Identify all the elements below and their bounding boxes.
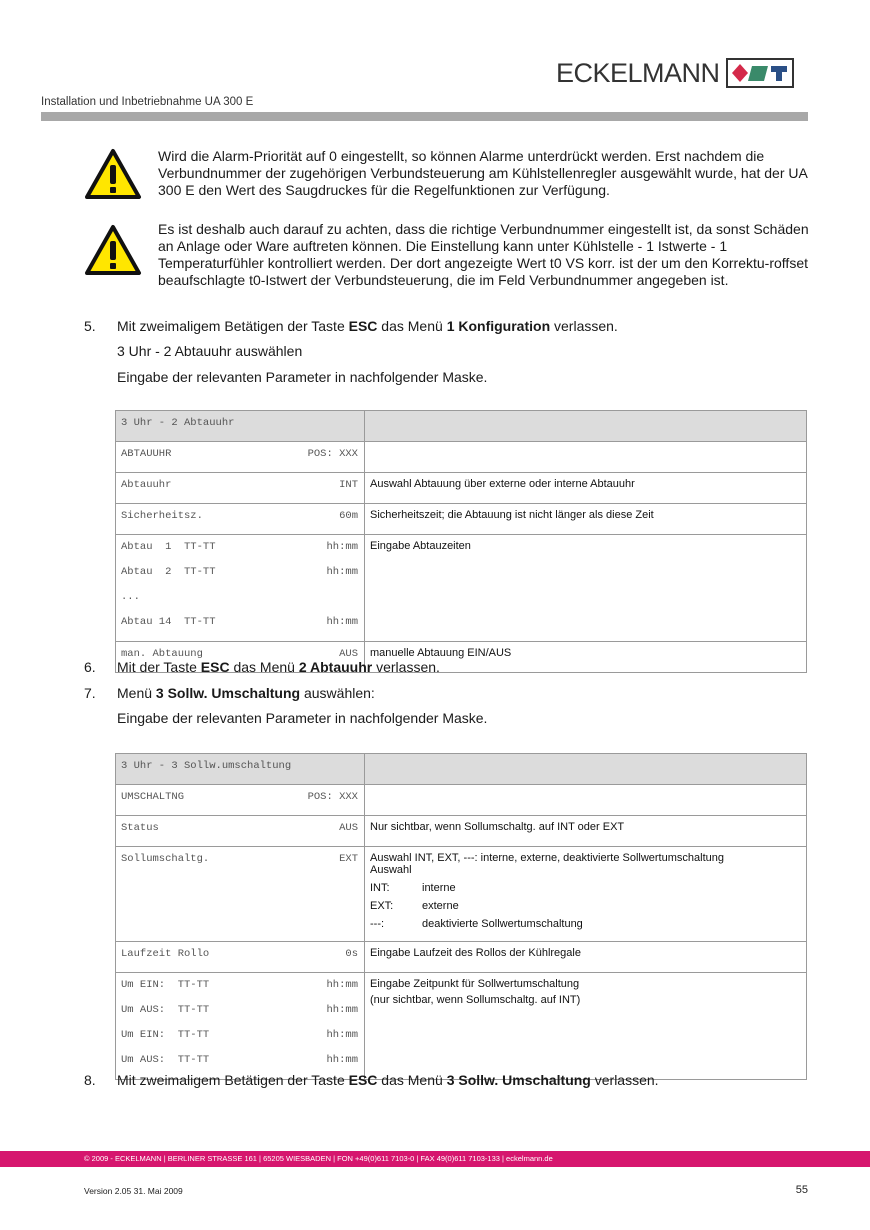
- step-7-line-2: Eingabe der relevanten Parameter in nachfolgender Maske.: [117, 710, 488, 726]
- table-row: Sicherheitsz. 60m: [116, 504, 365, 535]
- row-description: Sicherheitszeit; die Abtauung ist nicht länger als diese Zeit: [365, 504, 807, 535]
- page-number: 55: [795, 1184, 808, 1196]
- step-8-text: Mit zweimaligem Betätigen der Taste ESC das Menü 3 Sollw. Umschaltung verlassen.: [117, 1072, 659, 1088]
- table-row: Laufzeit Rollo 0s: [116, 942, 365, 973]
- table-row: Um EIN: TT-TT hh:mm Um AUS: TT-TT hh:mm Um EIN: TT-TT hh:mm Um AUS: TT-TT hh:mm: [116, 973, 365, 1080]
- eckelmann-logo: [556, 57, 794, 89]
- row-description: manuelle Abtauung EIN/AUS: [365, 642, 807, 673]
- version-info: Version 2.05 31. Mai 2009: [84, 1186, 183, 1196]
- table-row: Abtauuhr INT: [116, 473, 365, 504]
- table-title: 3 Uhr - 3 Sollw.umschaltung: [116, 754, 365, 785]
- table-row: man. Abtauung AUS: [116, 642, 365, 673]
- logo-marks-icon: [726, 58, 794, 88]
- step-6-text: Mit der Taste ESC das Menü 2 Abtauuhr verlassen.: [117, 659, 440, 675]
- table-title: 3 Uhr - 2 Abtauuhr: [116, 411, 365, 442]
- step-5-text: Mit zweimaligem Betätigen der Taste ESC das Menü 1 Konfiguration verlassen.: [117, 318, 618, 334]
- step-number: 7.: [84, 685, 96, 701]
- table-row: UMSCHALTNG POS: XXX: [116, 785, 365, 816]
- row-description: Eingabe Laufzeit des Rollos der Kühlregale: [365, 942, 807, 973]
- warning-icon: [84, 148, 144, 200]
- row-description: Eingabe Zeitpunkt für Sollwertumschaltung (nur sichtbar, wenn Sollumschaltg. auf INT): [365, 973, 807, 1080]
- footer-address: © 2009 - ECKELMANN | BERLINER STRASSE 161 | 65205 WIESBADEN | FON +49(0)611 7103-0 | FAX 49(0)611 7103-133 | eckelmann.de: [84, 1154, 553, 1163]
- table-row: Status AUS: [116, 816, 365, 847]
- row-description: Auswahl INT, EXT, ---: interne, externe, deaktivierte Sollwertumschaltung Auswahl INT: interne EXT: externe ---: deaktivierte Sollwertumschaltung: [365, 847, 807, 942]
- row-description: Eingabe Abtauzeiten: [365, 535, 807, 642]
- row-description: Nur sichtbar, wenn Sollumschaltg. auf INT oder EXT: [365, 816, 807, 847]
- step-number: 6.: [84, 659, 96, 675]
- table-row: ABTAUUHR POS: XXX: [116, 442, 365, 473]
- sollwertumschaltung-mask-table: [115, 753, 807, 1080]
- row-description: Auswahl Abtauung über externe oder interne Abtauuhr: [365, 473, 807, 504]
- warning-text-1: Wird die Alarm-Priorität auf 0 eingestellt, so können Alarme unterdrückt werden. Erst nachdem die Verbundnummer der zugehörigen Verbundsteuerung am Kühlstellenregler ausgewählt wurde, hat der UA 300 E den Wert des Saugdruckes für die Regelfunktionen zur Verfügung.: [158, 148, 808, 198]
- table-row: Abtau 1 TT-TT hh:mm Abtau 2 TT-TT hh:mm ... Abtau 14 TT-TT hh:mm: [116, 535, 365, 642]
- table-row: Sollumschaltg. EXT: [116, 847, 365, 942]
- step-7-text: Menü 3 Sollw. Umschaltung auswählen:: [117, 685, 375, 701]
- warning-text-2: Es ist deshalb auch darauf zu achten, dass die richtige Verbundnummer eingestellt ist, da sonst Schäden an Anlage oder Ware auftreten können. Die Einstellung kann unter Kühlstelle - 1 Istwerte - 1 Temperaturfühler kontrolliert werden. Der dort angezeigte Wert t0 VS korr. ist der um den Korrektu-roffset beaufschlagte t0-Istwert der Verbundsteuerung, die im Feld Verbundnummer angegeben ist.: [158, 221, 809, 288]
- logo-text: ECKELMANN: [556, 57, 720, 88]
- header-divider: [41, 112, 808, 121]
- step-number: 8.: [84, 1072, 96, 1088]
- step-5-line-3: Eingabe der relevanten Parameter in nachfolgender Maske.: [117, 369, 488, 385]
- abtauuhr-mask-table: [115, 410, 807, 673]
- step-5-line-2: 3 Uhr - 2 Abtauuhr auswählen: [117, 343, 303, 359]
- document-title: Installation und Inbetriebnahme UA 300 E: [41, 96, 254, 108]
- warning-icon: [84, 224, 144, 276]
- step-number: 5.: [84, 318, 96, 334]
